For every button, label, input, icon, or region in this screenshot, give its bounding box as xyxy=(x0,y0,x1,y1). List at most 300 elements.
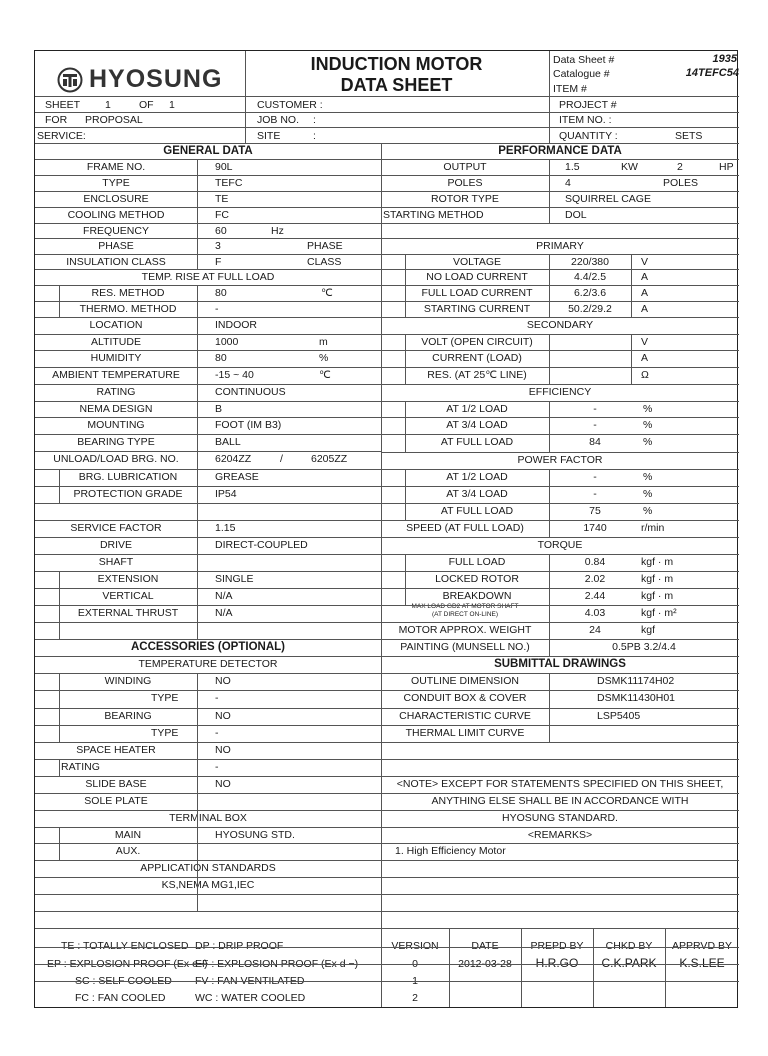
space-heater-label: SPACE HEATER xyxy=(76,744,156,756)
grid-line xyxy=(35,285,381,286)
lubrication-value: GREASE xyxy=(215,471,259,483)
grid-line xyxy=(59,285,60,317)
gd2-label-line-2: (AT DIRECT ON-LINE) xyxy=(431,611,499,618)
grid-line xyxy=(381,827,739,828)
output-kw-value: 1.5 xyxy=(565,161,580,173)
slide-base-label: SLIDE BASE xyxy=(85,778,147,790)
grid-line xyxy=(35,928,739,929)
full-load-current-label: FULL LOAD CURRENT xyxy=(421,287,533,299)
grid-line xyxy=(381,159,739,160)
grid-line xyxy=(381,223,739,224)
item-label: ITEM # xyxy=(553,83,587,95)
efficiency-half-load-unit: % xyxy=(643,403,653,415)
grid-line xyxy=(59,469,60,503)
type-label: TYPE xyxy=(102,177,130,189)
grid-line xyxy=(549,554,550,656)
protection-grade-label: PROTECTION GRADE xyxy=(73,488,183,500)
output-hp-value: 2 xyxy=(677,161,683,173)
phase-unit: PHASE xyxy=(307,240,343,252)
output-kw-unit: KW xyxy=(621,161,638,173)
painting-label: PAINTING (MUNSELL NO.) xyxy=(400,641,530,653)
rotor-type-value: SQUIRREL CAGE xyxy=(565,193,651,205)
grid-line xyxy=(35,725,381,726)
grid-line xyxy=(35,96,739,97)
grid-line xyxy=(59,827,60,860)
version-0-prepared-by: H.R.GO xyxy=(535,956,579,970)
terminal-box-label: TERMINAL BOX xyxy=(169,812,247,824)
note-line-1: <NOTE> EXCEPT FOR STATEMENTS SPECIFIED ON THIS SHEET, xyxy=(396,778,724,790)
grid-line xyxy=(405,469,406,520)
starting-current-label: STARTING CURRENT xyxy=(423,303,531,315)
motor-weight-unit: kgf xyxy=(641,624,656,636)
locked-rotor-unit: kgf · m xyxy=(641,573,674,585)
sheet-label: SHEET xyxy=(45,99,81,111)
grid-line xyxy=(549,254,550,317)
grid-line xyxy=(35,776,381,777)
pf-3q-load-value: - xyxy=(593,488,597,500)
grid-line xyxy=(35,520,381,521)
winding-type-label: TYPE xyxy=(151,692,179,704)
grid-line xyxy=(35,401,381,402)
legend-wc: WC : WATER COOLED xyxy=(195,992,306,1004)
pf-half-load-value: - xyxy=(593,471,597,483)
grid-line xyxy=(35,384,381,385)
ambient-temperature-unit: ℃ xyxy=(319,369,331,381)
service-factor-value: 1.15 xyxy=(215,522,236,534)
grid-line xyxy=(381,452,739,453)
protection-grade-value: IP54 xyxy=(215,488,237,500)
grid-line xyxy=(245,51,246,143)
general-data-title: GENERAL DATA xyxy=(163,145,253,157)
grid-line xyxy=(35,367,381,368)
nema-design-value: B xyxy=(215,403,223,415)
primary-label: PRIMARY xyxy=(536,240,584,252)
vertical-value: N/A xyxy=(215,590,233,602)
gd2-value: 4.03 xyxy=(584,607,606,619)
version-1: 1 xyxy=(412,975,418,987)
grid-line xyxy=(35,911,381,912)
grid-line xyxy=(35,793,381,794)
grid-line xyxy=(381,911,739,912)
legend-te: TE : TOTALLY ENCLOSED xyxy=(61,940,189,952)
res-method-unit: ℃ xyxy=(321,287,333,299)
load-bearing-value: 6205ZZ xyxy=(311,453,348,465)
current-load-unit: A xyxy=(641,352,649,364)
painting-value: 0.5PB 3.2/4.4 xyxy=(612,641,676,653)
data-sheet xyxy=(34,50,738,1008)
grid-line xyxy=(381,434,739,435)
grid-line xyxy=(35,127,739,128)
grid-line xyxy=(35,486,381,487)
grid-line xyxy=(35,759,381,760)
frequency-unit: Hz xyxy=(271,225,284,237)
voltage-unit: V xyxy=(641,256,649,268)
grid-line xyxy=(381,776,739,777)
phase-value: 3 xyxy=(215,240,221,252)
grid-line xyxy=(35,254,381,255)
vertical-label: VERTICAL xyxy=(102,590,154,602)
torque-full-load-value: 0.84 xyxy=(584,556,606,568)
logo-text: HYOSUNG xyxy=(89,65,223,93)
efficiency-half-load-value: - xyxy=(593,403,597,415)
resistance-line-unit: Ω xyxy=(641,369,649,381)
grid-line xyxy=(381,860,739,861)
remarks-label: <REMARKS> xyxy=(527,829,593,841)
winding-label: WINDING xyxy=(104,675,152,687)
grid-line xyxy=(197,673,198,911)
grid-line xyxy=(35,417,381,418)
grid-line xyxy=(549,159,550,223)
remark-1: 1. High Efficiency Motor xyxy=(395,845,506,857)
grid-line xyxy=(59,759,60,776)
frequency-label: FREQUENCY xyxy=(83,225,149,237)
grid-line xyxy=(35,810,381,811)
space-heater-value: NO xyxy=(215,744,231,756)
res-method-value: 80 xyxy=(215,287,227,299)
title-line-1: INDUCTION MOTOR xyxy=(310,54,483,74)
sole-plate-label: SOLE PLATE xyxy=(84,795,148,807)
heater-rating-value: - xyxy=(215,761,219,773)
grid-line xyxy=(35,708,381,709)
bearing-type-label: BEARING TYPE xyxy=(77,436,155,448)
breakdown-value: 2.44 xyxy=(584,590,606,602)
cooling-method-value: FC xyxy=(215,209,229,221)
bearing-type-detector-value: - xyxy=(215,727,219,739)
performance-data-title: PERFORMANCE DATA xyxy=(498,145,622,157)
speed-unit: r/min xyxy=(641,522,665,534)
location-label: LOCATION xyxy=(89,319,143,331)
terminal-main-value: HYOSUNG STD. xyxy=(215,829,295,841)
grid-line xyxy=(381,843,739,844)
enclosure-value: TE xyxy=(215,193,229,205)
grid-line xyxy=(35,301,381,302)
pf-3q-load-unit: % xyxy=(643,488,653,500)
grid-line xyxy=(549,334,550,384)
date-header: DATE xyxy=(471,940,499,952)
location-value: INDOOR xyxy=(215,319,257,331)
grid-line xyxy=(405,554,406,605)
grid-line xyxy=(381,285,739,286)
external-thrust-label: EXTERNAL THRUST xyxy=(77,607,179,619)
grid-line xyxy=(35,469,381,470)
bearing-separator: / xyxy=(280,453,283,465)
grid-line xyxy=(381,622,739,623)
grid-line xyxy=(35,451,381,452)
poles-value: 4 xyxy=(565,177,571,189)
version-0: 0 xyxy=(412,958,418,970)
humidity-unit: % xyxy=(319,352,329,364)
full-load-current-value: 6.2/3.6 xyxy=(573,287,607,299)
grid-line xyxy=(35,159,381,160)
grid-line xyxy=(35,860,381,861)
grid-line xyxy=(35,827,381,828)
winding-value: NO xyxy=(215,675,231,687)
output-hp-unit: HP xyxy=(719,161,734,173)
grid-line xyxy=(381,894,739,895)
grid-line xyxy=(381,384,739,385)
frequency-value: 60 xyxy=(215,225,227,237)
voltage-label: VOLTAGE xyxy=(452,256,502,268)
efficiency-label: EFFICIENCY xyxy=(528,386,592,398)
pf-full-load-unit: % xyxy=(643,505,653,517)
grid-line xyxy=(35,503,381,504)
rating-value: CONTINUOUS xyxy=(215,386,286,398)
grid-line xyxy=(549,401,550,452)
grid-line xyxy=(549,51,550,143)
grid-line xyxy=(449,928,450,1007)
item-no-label: ITEM NO. : xyxy=(559,114,612,126)
no-load-current-unit: A xyxy=(641,271,649,283)
outline-dimension-value: DSMK11174H02 xyxy=(597,675,675,687)
power-factor-label: POWER FACTOR xyxy=(517,454,603,466)
insulation-class-unit: CLASS xyxy=(307,256,342,268)
bearing-no-label: UNLOAD/LOAD BRG. NO. xyxy=(53,453,179,465)
resistance-line-label: RES. (AT 25℃ LINE) xyxy=(427,369,527,381)
grid-line xyxy=(381,417,739,418)
pf-full-load-label: AT FULL LOAD xyxy=(440,505,514,517)
version-header: VERSION xyxy=(391,940,439,952)
grid-line xyxy=(665,928,666,1007)
lubrication-label: BRG. LUBRICATION xyxy=(78,471,178,483)
of-label: OF xyxy=(139,99,154,111)
cooling-method-label: COOLING METHOD xyxy=(67,209,165,221)
legend-sc: SC : SELF COOLED xyxy=(75,975,172,987)
motor-weight-label: MOTOR APPROX. WEIGHT xyxy=(398,624,532,636)
output-label: OUTPUT xyxy=(443,161,487,173)
starting-current-value: 50.2/29.2 xyxy=(568,303,612,315)
external-thrust-value: N/A xyxy=(215,607,233,619)
approved-by-header: APPRVD BY xyxy=(672,940,732,952)
grid-line xyxy=(381,810,739,811)
gd2-label-line-1: MAX LOAD GD2 AT MOTOR SHAFT xyxy=(411,603,519,610)
mounting-label: MOUNTING xyxy=(87,419,145,431)
hyosung-emblem-icon xyxy=(57,67,83,93)
voltage-value: 220/380 xyxy=(571,256,609,268)
temp-rise-label: TEMP. RISE AT FULL LOAD xyxy=(141,271,275,283)
efficiency-full-load-value: 84 xyxy=(589,436,601,448)
grid-line xyxy=(35,588,381,589)
grid-line xyxy=(381,207,739,208)
application-standards-value: KS,NEMA MG1,IEC xyxy=(161,879,255,891)
grid-line xyxy=(35,742,381,743)
quantity-label: QUANTITY : xyxy=(559,130,618,142)
breakdown-label: BREAKDOWN xyxy=(442,590,512,602)
efficiency-full-load-label: AT FULL LOAD xyxy=(440,436,514,448)
grid-line xyxy=(381,486,739,487)
pf-half-load-label: AT 1/2 LOAD xyxy=(446,471,508,483)
service-factor-label: SERVICE FACTOR xyxy=(70,522,162,534)
breakdown-unit: kgf · m xyxy=(641,590,674,602)
grid-line xyxy=(381,269,739,270)
submittal-drawings-title: SUBMITTAL DRAWINGS xyxy=(494,658,626,670)
grid-line xyxy=(35,571,381,572)
locked-rotor-label: LOCKED ROTOR xyxy=(435,573,519,585)
humidity-value: 80 xyxy=(215,352,227,364)
secondary-label: SECONDARY xyxy=(526,319,594,331)
legend-fc: FC : FAN COOLED xyxy=(75,992,166,1004)
grid-line xyxy=(35,981,739,982)
humidity-label: HUMIDITY xyxy=(90,352,142,364)
grid-line xyxy=(35,894,381,895)
grid-line xyxy=(35,317,381,318)
grid-line xyxy=(381,554,739,555)
job-no-colon: : xyxy=(313,114,316,126)
grid-line xyxy=(381,639,739,640)
version-0-checked-by: C.K.PARK xyxy=(601,956,657,970)
pf-half-load-unit: % xyxy=(643,471,653,483)
grid-line xyxy=(35,877,381,878)
grid-line xyxy=(35,656,381,657)
poles-label: POLES xyxy=(447,177,483,189)
service-label: SERVICE: xyxy=(37,130,86,142)
version-0-approved-by: K.S.LEE xyxy=(679,956,725,970)
sheet-total: 1 xyxy=(169,99,175,111)
thermo-method-value: - xyxy=(215,303,219,315)
grid-line xyxy=(405,401,406,452)
catalogue-label: Catalogue # xyxy=(553,68,610,80)
grid-line xyxy=(35,191,381,192)
grid-line xyxy=(381,877,739,878)
grid-line xyxy=(35,964,739,965)
no-load-current-label: NO LOAD CURRENT xyxy=(426,271,528,283)
conduit-box-value: DSMK11430H01 xyxy=(597,692,676,704)
starting-method-value: DOL xyxy=(565,209,587,221)
grid-line xyxy=(381,537,739,538)
bearing-detector-label: BEARING xyxy=(104,710,152,722)
grid-line xyxy=(381,793,739,794)
grid-line xyxy=(405,254,406,317)
no-load-current-value: 4.4/2.5 xyxy=(573,271,607,283)
grid-line xyxy=(381,588,739,589)
motor-weight-value: 24 xyxy=(589,624,601,636)
torque-full-load-label: FULL LOAD xyxy=(448,556,506,568)
grid-line xyxy=(35,947,739,948)
pf-full-load-value: 75 xyxy=(589,505,601,517)
grid-line xyxy=(59,673,60,742)
bearing-type-value: BALL xyxy=(215,436,241,448)
shaft-label: SHAFT xyxy=(98,556,134,568)
extension-label: EXTENSION xyxy=(97,573,159,585)
grid-line xyxy=(35,843,381,844)
prepared-by-header: PREPD BY xyxy=(530,940,584,952)
grid-line xyxy=(35,207,381,208)
site-label: SITE xyxy=(257,130,281,142)
grid-line xyxy=(381,759,739,760)
grid-line xyxy=(35,434,381,435)
grid-line xyxy=(35,238,381,239)
grid-line xyxy=(381,317,739,318)
efficiency-half-load-label: AT 1/2 LOAD xyxy=(446,403,508,415)
outline-dimension-label: OUTLINE DIMENSION xyxy=(411,675,519,687)
grid-line xyxy=(549,520,550,537)
grid-line xyxy=(381,503,739,504)
grid-line xyxy=(35,554,381,555)
poles-unit: POLES xyxy=(663,177,699,189)
grid-line xyxy=(381,605,739,606)
grid-line xyxy=(381,708,739,709)
for-label: FOR xyxy=(45,114,68,126)
starting-method-label: STARTING METHOD xyxy=(383,209,484,221)
rotor-type-label: ROTOR TYPE xyxy=(431,193,499,205)
grid-line xyxy=(35,269,381,270)
for-value: PROPOSAL xyxy=(85,114,143,126)
res-method-label: RES. METHOD xyxy=(91,287,165,299)
grid-line xyxy=(35,112,739,113)
heater-rating-label: RATING xyxy=(61,761,100,773)
speed-value: 1740 xyxy=(583,522,607,534)
altitude-label: ALTITUDE xyxy=(91,336,141,348)
grid-line xyxy=(381,191,739,192)
speed-label: SPEED (AT FULL LOAD) xyxy=(406,522,524,534)
site-colon: : xyxy=(313,130,316,142)
efficiency-full-load-unit: % xyxy=(643,436,653,448)
conduit-box-label: CONDUIT BOX & COVER xyxy=(403,692,527,704)
legend-fv: FV : FAN VENTILATED xyxy=(195,975,305,987)
altitude-value: 1000 xyxy=(215,336,239,348)
legend-ep: EP : EXPLOSION PROOF (Ex e−) xyxy=(47,958,208,970)
page-title xyxy=(245,51,548,96)
grid-line xyxy=(549,673,550,742)
grid-line xyxy=(381,254,739,255)
accessories-title: ACCESSORIES (OPTIONAL) xyxy=(131,641,285,653)
grid-line xyxy=(381,350,739,351)
note-line-2: ANYTHING ELSE SHALL BE IN ACCORDANCE WITH xyxy=(431,795,689,807)
type-value: TEFC xyxy=(215,177,243,189)
application-standards-label: APPLICATION STANDARDS xyxy=(140,862,276,874)
nema-design-label: NEMA DESIGN xyxy=(79,403,153,415)
rating-label: RATING xyxy=(96,386,136,398)
grid-line xyxy=(35,605,381,606)
grid-line xyxy=(197,159,198,269)
grid-line xyxy=(35,673,381,674)
slide-base-value: NO xyxy=(215,778,231,790)
checked-by-header: CHKD BY xyxy=(605,940,653,952)
grid-line xyxy=(381,301,739,302)
unload-bearing-value: 6204ZZ xyxy=(215,453,252,465)
grid-line xyxy=(593,928,594,1007)
drive-label: DRIVE xyxy=(99,539,133,551)
data-sheet-number: 1935 xyxy=(712,53,737,65)
grid-line xyxy=(381,656,739,657)
note-line-3: HYOSUNG STANDARD. xyxy=(502,812,618,824)
legend-ef: EF : EXPLOSION PROOF (Ex d −) xyxy=(195,958,359,970)
ambient-temperature-label: AMBIENT TEMPERATURE xyxy=(52,369,180,381)
grid-line xyxy=(381,469,739,470)
grid-line xyxy=(381,520,739,521)
grid-line xyxy=(35,350,381,351)
grid-line xyxy=(381,401,739,402)
bearing-detector-value: NO xyxy=(215,710,231,722)
starting-current-unit: A xyxy=(641,303,649,315)
hyosung-logo xyxy=(57,65,222,94)
project-label: PROJECT # xyxy=(559,99,617,111)
thermo-method-label: THERMO. METHOD xyxy=(79,303,177,315)
legend-dp: DP : DRIP PROOF xyxy=(195,940,284,952)
efficiency-3q-load-value: - xyxy=(593,419,597,431)
locked-rotor-value: 2.02 xyxy=(584,573,606,585)
phase-label: PHASE xyxy=(98,240,134,252)
efficiency-3q-load-label: AT 3/4 LOAD xyxy=(446,419,508,431)
volt-open-circuit-unit: V xyxy=(641,336,649,348)
grid-line xyxy=(381,673,739,674)
torque-label: TORQUE xyxy=(537,539,583,551)
sets-label: SETS xyxy=(675,130,703,142)
drive-value: DIRECT-COUPLED xyxy=(215,539,308,551)
version-0-date: 2012-03-28 xyxy=(458,958,512,970)
version-2: 2 xyxy=(412,992,418,1004)
title-line-2: DATA SHEET xyxy=(340,75,453,95)
frame-no-label: FRAME NO. xyxy=(86,161,146,173)
